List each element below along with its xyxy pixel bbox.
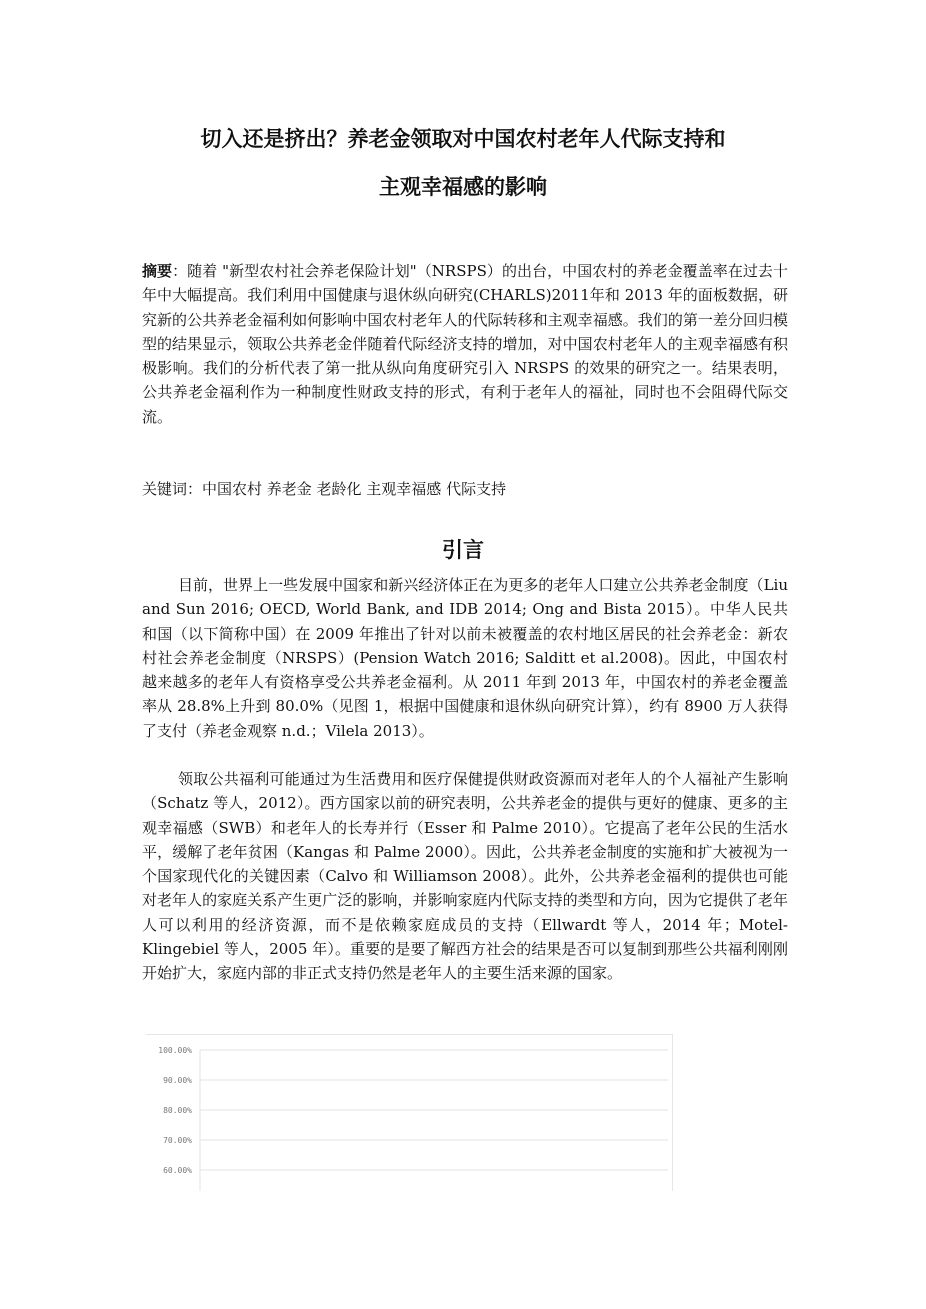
- chart-svg: [146, 1035, 672, 1191]
- figure-1-chart: [146, 1034, 673, 1191]
- abstract-label: 摘要: [142, 262, 173, 280]
- intro-paragraph-1: 目前，世界上一些发展中国家和新兴经济体正在为更多的老年人口建立公共养老金制度（Liu and Sun 2016; OECD, World Bank, and IDB 2014; Ong and Bista 2015）。中华人民共和国（以下简称中国）在 2009 年推出了针对以前未被覆盖的农村地区居民的社会养老金：新农村社会养老金制度（NRSPS）(Pension Watch 2016; Salditt et al.2008)。因此，中国农村越来越多的老年人有资格享受公共养老金福利。从 2011 年到 2013 年，中国农村的养老金覆盖率从 28.8%上升到 80.0%（见图 1，根据中国健康和退休纵向研究计算），约有 8900 万人获得了支付（养老金观察 n.d.；Vilela 2013）。: [142, 576, 788, 740]
- section-heading-intro: 引言: [442, 538, 484, 562]
- abstract: [142, 259, 788, 429]
- y-tick-label: 60.00%: [163, 1166, 192, 1175]
- paper-title-line1: 切入还是挤出？养老金领取对中国农村老年人代际支持和: [200, 127, 726, 151]
- y-tick-label: 80.00%: [163, 1106, 192, 1115]
- y-tick-label: 70.00%: [163, 1136, 192, 1145]
- keywords: 关键词：中国农村 养老金 老龄化 主观幸福感 代际支持: [142, 480, 507, 498]
- abstract-text: ：随着 "新型农村社会养老保险计划"（NRSPS）的出台，中国农村的养老金覆盖率在过去十年中大幅提高。我们利用中国健康与退休纵向研究(CHARLS)2011年和 2013 年的面板数据，研究新的公共养老金福利如何影响中国农村老年人的代际转移和主观幸福感。我们的第一差分回归模型的结果显示，领取公共养老金伴随着代际经济支持的增加，对中国农村老年人的主观幸福感有积极影响。我们的分析代表了第一批从纵向角度研究引入 NRSPS 的效果的研究之一。结果表明，公共养老金福利作为一种制度性财政支持的形式，有利于老年人的福祉，同时也不会阻碍代际交流。: [142, 262, 788, 426]
- intro-paragraph-2: 领取公共福利可能通过为生活费用和医疗保健提供财政资源而对老年人的个人福祉产生影响（Schatz 等人，2012）。西方国家以前的研究表明，公共养老金的提供与更好的健康、更多的主观幸福感（SWB）和老年人的长寿并行（Esser 和 Palme 2010）。它提高了老年公民的生活水平，缓解了老年贫困（Kangas 和 Palme 2000）。因此，公共养老金制度的实施和扩大被视为一个国家现代化的关键因素（Calvo 和 Williamson 2008）。此外，公共养老金福利的提供也可能对老年人的家庭关系产生更广泛的影响，并影响家庭内代际支持的类型和方向，因为它提供了老年人可以利用的经济资源，而不是依赖家庭成员的支持（Ellwardt 等人，2014 年；Motel-Klingebiel 等人，2005 年）。重要的是要了解西方社会的结果是否可以复制到那些公共福利刚刚开始扩大，家庭内部的非正式支持仍然是老年人的主要生活来源的国家。: [142, 770, 788, 983]
- y-tick-label: 100.00%: [158, 1046, 192, 1055]
- paper-title-line2: 主观幸福感的影响: [379, 175, 547, 199]
- y-tick-label: 90.00%: [163, 1076, 192, 1085]
